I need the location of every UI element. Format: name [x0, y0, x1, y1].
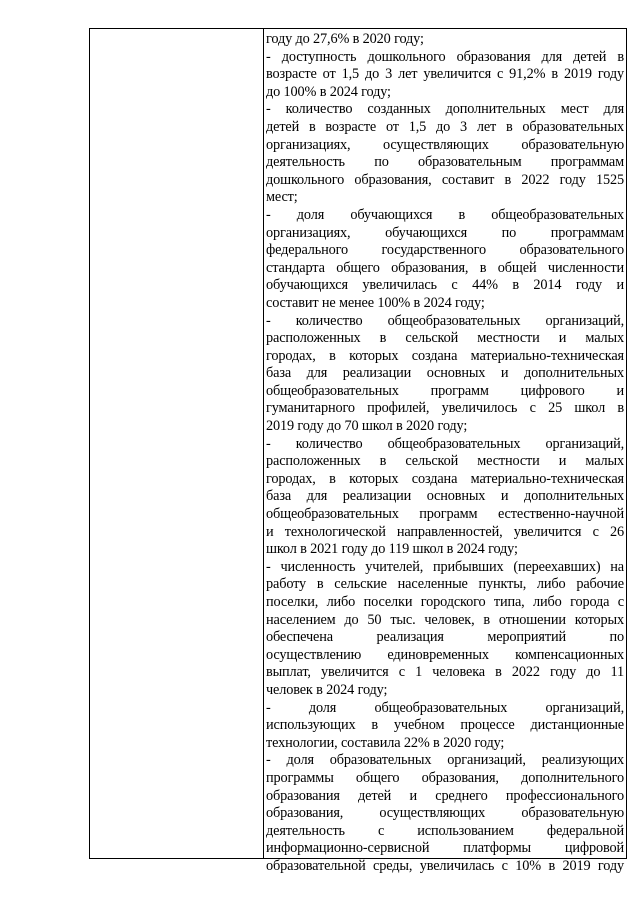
- text-line: - количество созданных дополнительных мест для: [266, 101, 624, 118]
- document-table: [89, 28, 627, 874]
- text-line: до 100% в 2024 году;: [266, 83, 391, 100]
- text-line: общеобразовательных программ естественно-научной: [266, 506, 624, 523]
- text-line: - численность учителей, прибывших (переехавших) на: [266, 558, 624, 575]
- text-line: мест;: [266, 189, 298, 206]
- text-line: деятельность с использованием федеральной: [266, 822, 624, 839]
- text-line: информационно-сервисной платформы цифровой: [266, 840, 624, 857]
- text-line: база для реализации основных и дополнительных: [266, 488, 624, 505]
- text-line: - доля обучающихся в общеобразовательных: [266, 206, 624, 223]
- text-line: школ в 2021 году до 119 школ в 2024 году;: [266, 541, 518, 558]
- text-line: обеспечена реализация мероприятий по: [266, 629, 624, 646]
- text-line: человек в 2024 году;: [266, 681, 388, 698]
- text-line: выплат, увеличится с 1 человека в 2022 году до 11: [266, 664, 624, 681]
- text-line: и технологической направленностей, увеличится с 26: [266, 523, 624, 540]
- text-line: осуществлению единовременных компенсационных: [266, 646, 624, 663]
- text-line: населением до 50 тыс. человек, в отношении которых: [266, 611, 624, 628]
- text-line: обучающихся увеличилась с 44% в 2014 году и: [266, 277, 624, 294]
- text-line: - количество общеобразовательных организаций,: [266, 312, 624, 329]
- text-line: расположенных в сельской местности и малых: [266, 330, 624, 347]
- text-line: - доступность дошкольного образования для детей в: [266, 48, 624, 65]
- table-text-cell: [264, 29, 626, 874]
- text-line: городах, в которых создана материально-техническая: [266, 470, 624, 487]
- text-line: общеобразовательных программ цифрового и: [266, 382, 624, 399]
- text-line: возрасте от 1,5 до 3 лет увеличится с 91,2% в 2019 году: [266, 66, 624, 83]
- text-line: организациях, обучающихся по программам: [266, 224, 624, 241]
- text-line: образования детей и среднего профессионального: [266, 787, 624, 804]
- text-line: образовательной среды, увеличилась с 10% в 2019 году: [266, 857, 624, 874]
- text-line: - доля образовательных организаций, реализующих: [266, 752, 624, 769]
- text-line: городах, в которых создана материально-техническая: [266, 347, 624, 364]
- text-line: организациях, осуществляющих образовательную: [266, 136, 624, 153]
- text-line: 2019 году до 70 школ в 2020 году;: [266, 418, 468, 435]
- text-line: расположенных в сельской местности и малых: [266, 453, 624, 470]
- text-line: деятельность по образовательным программам: [266, 154, 624, 171]
- text-line: стандарта общего образования, в общей численности: [266, 259, 624, 276]
- text-line: образования, осуществляющих образовательную: [266, 805, 624, 822]
- text-line: - доля общеобразовательных организаций,: [266, 699, 624, 716]
- text-line: программы общего образования, дополнительного: [266, 769, 624, 786]
- text-line: использующих в учебном процессе дистанционные: [266, 717, 624, 734]
- text-line: работу в сельские населенные пункты, либо рабочие: [266, 576, 624, 593]
- text-line: поселки, либо поселки городского типа, либо города с: [266, 594, 624, 610]
- text-line: технологии, составила 22% в 2020 году;: [266, 734, 505, 751]
- text-line: году до 27,6% в 2020 году;: [266, 31, 424, 47]
- text-line: дошкольного образования, составит в 2022 году 1525: [266, 171, 624, 188]
- text-line: детей в возрасте от 1,5 до 3 лет в образовательных: [266, 118, 624, 135]
- text-line: база для реализации основных и дополнительных: [266, 365, 624, 382]
- text-line: - количество общеобразовательных организаций,: [266, 435, 624, 452]
- text-line: федерального государственного образовательного: [266, 242, 624, 259]
- text-line: гуманитарного профилей, увеличилось с 25 школ в: [266, 400, 624, 417]
- text-line: составит не менее 100% в 2024 году;: [266, 294, 485, 311]
- table-left-cell: [90, 29, 264, 858]
